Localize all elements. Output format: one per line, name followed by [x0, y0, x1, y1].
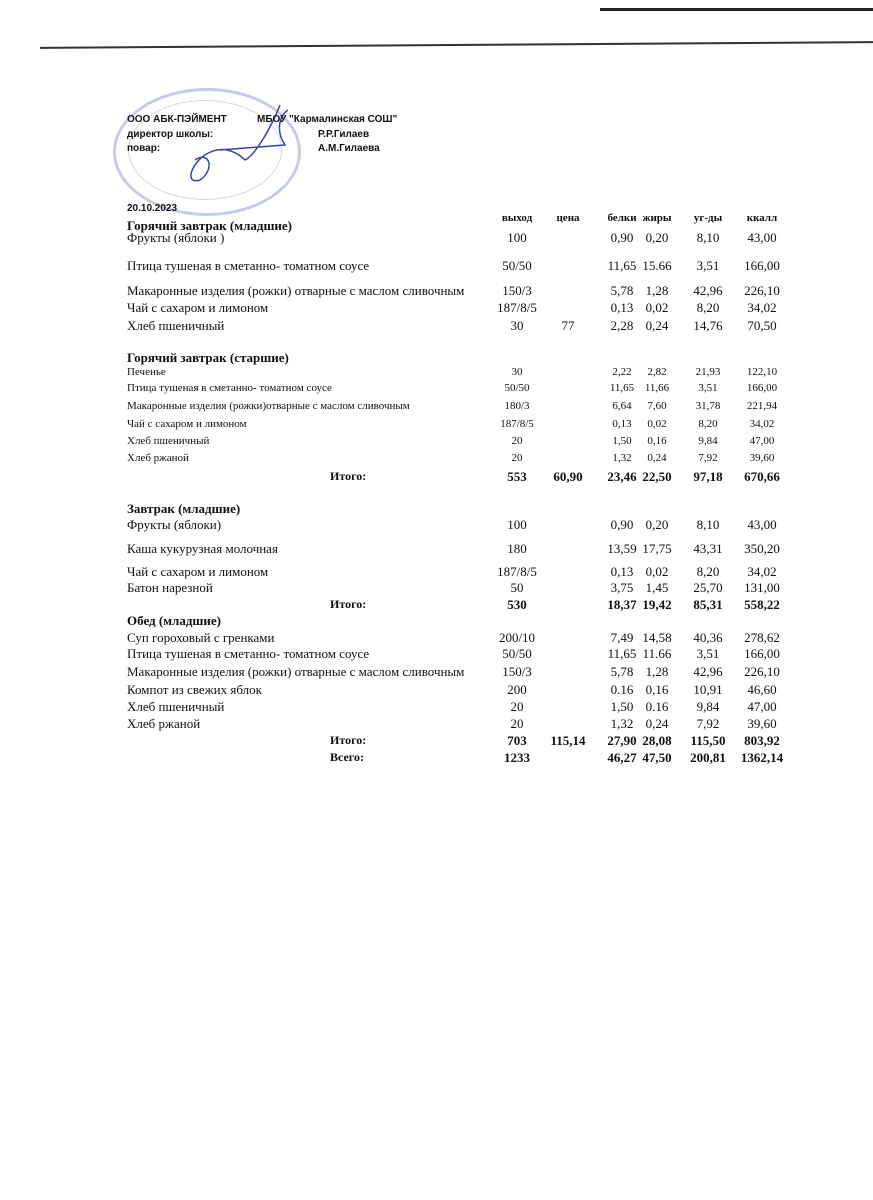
cell-output: 1233: [504, 750, 530, 765]
cell-fat: 11,66: [644, 382, 670, 394]
table-row: [0, 630, 873, 646]
row-name: Итого:: [330, 597, 367, 611]
cell-fat: 7,60: [647, 400, 667, 412]
cell-carbs: 14,76: [693, 318, 723, 333]
cell-kcal: 558,22: [744, 597, 780, 612]
cell-kcal: 1362,14: [740, 750, 784, 765]
cell-protein: 13,59: [607, 541, 637, 556]
cell-carbs: 31,78: [695, 400, 721, 412]
cell-fat: 47,50: [642, 750, 672, 765]
cell-kcal: 803,92: [744, 733, 780, 748]
cell-output: 187/8/5: [497, 564, 537, 579]
cell-kcal: 350,20: [744, 541, 780, 556]
cell-carbs: 9,84: [696, 699, 720, 714]
table-row: [0, 418, 873, 434]
cell-fat: 0,02: [645, 300, 669, 315]
cell-fat: 0,24: [647, 452, 667, 464]
cell-carbs: 97,18: [693, 469, 723, 484]
cell-kcal: 47,00: [747, 699, 777, 714]
cook-name: А.М.Гилаева: [318, 143, 380, 154]
cell-kcal: 46,60: [747, 682, 777, 697]
row-name: Завтрак (младшие): [127, 501, 241, 516]
cell-fat: 15.66: [642, 258, 672, 273]
table-row: [0, 664, 873, 680]
cell-output: 150/3: [502, 664, 532, 679]
cell-kcal: 34,02: [747, 300, 777, 315]
cell-carbs: 8,20: [696, 300, 720, 315]
cell-protein: 11,65: [609, 382, 635, 394]
column-header: выход: [501, 212, 533, 224]
table-row: [0, 366, 873, 382]
cell-carbs: 40,36: [693, 630, 723, 645]
cell-kcal: 47,00: [749, 435, 775, 447]
table-row: [0, 300, 873, 316]
cell-protein: 1,32: [612, 452, 632, 464]
cell-protein: 0,13: [610, 564, 634, 579]
row-name: Суп гороховый с гренками: [127, 630, 275, 645]
column-header: цена: [556, 212, 580, 224]
cell-kcal: 34,02: [749, 418, 775, 430]
row-name: Чай с сахаром и лимоном: [127, 300, 269, 315]
cell-protein: 2,22: [612, 366, 632, 378]
table-row: [0, 382, 873, 398]
cell-fat: 14,58: [642, 630, 672, 645]
cell-protein: 3,75: [610, 580, 634, 595]
cell-protein: 1,32: [610, 716, 634, 731]
row-name: Макаронные изделия (рожки) отварные с маслом сливочным: [127, 664, 465, 679]
cell-carbs: 8,10: [696, 230, 720, 245]
cell-output: 100: [507, 517, 527, 532]
scan-edge: [600, 8, 873, 11]
cell-protein: 1,50: [610, 699, 634, 714]
cell-output: 200: [507, 682, 527, 697]
row-name: Итого:: [330, 733, 367, 747]
cell-output: 30: [511, 366, 523, 378]
cell-price: 115,14: [550, 733, 586, 748]
table-row: [0, 318, 873, 334]
table-row: [0, 716, 873, 732]
cell-kcal: 131,00: [744, 580, 780, 595]
cell-fat: 2,82: [647, 366, 667, 378]
cell-kcal: 43,00: [747, 517, 777, 532]
cell-fat: 19,42: [642, 597, 672, 612]
cell-fat: 0.16: [645, 699, 669, 714]
cell-carbs: 85,31: [693, 597, 723, 612]
cell-carbs: 8,20: [696, 564, 720, 579]
cell-fat: 0,20: [645, 517, 669, 532]
school-name: МБОУ "Кармалинская СОШ": [257, 114, 398, 125]
column-header: белки: [607, 212, 637, 224]
cell-kcal: 221,94: [746, 400, 778, 412]
cell-output: 187/8/5: [500, 418, 534, 430]
cell-output: 530: [507, 597, 527, 612]
cell-protein: 46,27: [607, 750, 637, 765]
cell-protein: 11,65: [607, 646, 637, 661]
cell-carbs: 8,20: [698, 418, 718, 430]
cell-carbs: 21,93: [695, 366, 721, 378]
cell-fat: 0,24: [645, 716, 669, 731]
row-name: Компот из свежих яблок: [127, 682, 262, 697]
cell-output: 553: [507, 469, 527, 484]
table-row: [0, 230, 873, 246]
cell-carbs: 10,91: [693, 682, 723, 697]
cell-output: 703: [507, 733, 527, 748]
cell-carbs: 115,50: [690, 733, 726, 748]
cell-output: 187/8/5: [497, 300, 537, 315]
cell-carbs: 8,10: [696, 517, 720, 532]
cell-output: 150/3: [502, 283, 532, 298]
row-name: Хлеб пшеничный: [127, 699, 225, 714]
cell-fat: 0,02: [645, 564, 669, 579]
row-name: Печенье: [127, 366, 166, 378]
column-header: жиры: [642, 212, 672, 224]
cell-carbs: 43,31: [693, 541, 723, 556]
column-header: уг-ды: [693, 212, 723, 224]
row-name: Чай с сахаром и лимоном: [127, 564, 269, 579]
section-title: [0, 613, 873, 629]
cell-carbs: 200,81: [690, 750, 726, 765]
row-name: Обед (младшие): [127, 613, 221, 628]
table-row: [0, 517, 873, 533]
table-row: [0, 564, 873, 580]
section-title: [0, 350, 873, 366]
cell-protein: 1,50: [612, 435, 632, 447]
row-name: Фрукты (яблоки): [127, 517, 222, 532]
cell-protein: 6,64: [612, 400, 632, 412]
row-name: Фрукты (яблоки ): [127, 230, 225, 245]
cell-fat: 1,28: [645, 664, 669, 679]
row-name: Итого:: [330, 469, 367, 483]
table-row: [0, 682, 873, 698]
cell-protein: 0,90: [610, 230, 634, 245]
director-label: директор школы:: [127, 129, 214, 140]
cell-output: 20: [510, 699, 524, 714]
cell-fat: 22,50: [642, 469, 672, 484]
cell-kcal: 70,50: [747, 318, 777, 333]
divider-line: [40, 41, 873, 49]
cell-fat: 0,16: [647, 435, 667, 447]
row-name: Хлеб ржаной: [127, 716, 201, 731]
cell-carbs: 42,96: [693, 664, 723, 679]
cell-carbs: 3,51: [698, 382, 718, 394]
director-name: Р.Р.Гилаев: [318, 129, 370, 140]
row-name: Батон нарезной: [127, 580, 213, 595]
cell-protein: 0,13: [610, 300, 634, 315]
table-row: [0, 699, 873, 715]
cell-output: 50/50: [502, 258, 532, 273]
column-header: ккалл: [746, 212, 778, 224]
cell-output: 20: [511, 435, 523, 447]
org-name: ООО АБК-ПЭЙМЕНТ: [127, 114, 227, 125]
cell-protein: 0,90: [610, 517, 634, 532]
cell-kcal: 166,00: [744, 646, 780, 661]
cell-carbs: 7,92: [696, 716, 720, 731]
cell-fat: 17,75: [642, 541, 672, 556]
row-name: Горячий завтрак (старшие): [127, 350, 289, 365]
cell-carbs: 42,96: [693, 283, 723, 298]
cell-price: 77: [561, 318, 575, 333]
cell-output: 50: [510, 580, 524, 595]
cell-protein: 27,90: [607, 733, 637, 748]
row-name: Макаронные изделия (рожки)отварные с маслом сливочным: [127, 400, 410, 412]
cell-protein: 0,13: [612, 418, 632, 430]
cell-fat: 11.66: [642, 646, 672, 661]
cell-output: 50/50: [504, 382, 530, 394]
cell-output: 30: [510, 318, 524, 333]
row-name: Птица тушеная в сметанно- томатном соусе: [127, 382, 332, 394]
cell-output: 200/10: [498, 630, 536, 645]
row-name: Макаронные изделия (рожки) отварные с маслом сливочным: [127, 283, 465, 298]
cell-fat: 28,08: [642, 733, 672, 748]
cell-output: 100: [507, 230, 527, 245]
row-name: Птица тушеная в сметанно- томатном соусе: [127, 258, 370, 273]
row-name: Хлеб пшеничный: [127, 435, 210, 447]
table-row: [0, 258, 873, 274]
cell-fat: 0,02: [647, 418, 667, 430]
cell-kcal: 34,02: [747, 564, 777, 579]
cell-carbs: 9,84: [698, 435, 718, 447]
cell-protein: 2,28: [610, 318, 634, 333]
cell-output: 180/3: [504, 400, 530, 412]
table-row: [0, 580, 873, 596]
cell-carbs: 7,92: [698, 452, 718, 464]
cell-protein: 11,65: [607, 258, 637, 273]
table-row: [0, 283, 873, 299]
row-name: Всего:: [330, 750, 364, 764]
row-name: Чай с сахаром и лимоном: [127, 418, 247, 430]
cell-fat: 1,45: [645, 580, 669, 595]
total-row: [0, 750, 873, 766]
cell-protein: 7,49: [610, 630, 634, 645]
cell-kcal: 122,10: [746, 366, 778, 378]
section-title: [0, 501, 873, 517]
cell-carbs: 3,51: [696, 646, 720, 661]
row-name: Горячий завтрак (младшие): [127, 218, 293, 233]
cell-protein: 5,78: [610, 664, 634, 679]
cell-fat: 0,16: [645, 682, 669, 697]
cell-output: 50/50: [502, 646, 532, 661]
cell-kcal: 39,60: [749, 452, 775, 464]
cell-output: 180: [507, 541, 527, 556]
row-name: Хлеб ржаной: [127, 452, 189, 464]
cell-carbs: 25,70: [693, 580, 723, 595]
table-row: [0, 435, 873, 451]
cell-output: 20: [511, 452, 523, 464]
cell-fat: 1,28: [645, 283, 669, 298]
cell-kcal: 43,00: [747, 230, 777, 245]
row-name: Каша кукурузная молочная: [127, 541, 278, 556]
cell-kcal: 670,66: [744, 469, 780, 484]
row-name: Птица тушеная в сметанно- томатном соусе: [127, 646, 370, 661]
total-row: [0, 597, 873, 613]
table-row: [0, 646, 873, 662]
cell-kcal: 39,60: [747, 716, 777, 731]
cell-protein: 5,78: [610, 283, 634, 298]
table-row: [0, 400, 873, 416]
cell-protein: 18,37: [607, 597, 637, 612]
cell-protein: 23,46: [607, 469, 637, 484]
table-row: [0, 452, 873, 468]
cell-fat: 0,24: [645, 318, 669, 333]
cell-price: 60,90: [553, 469, 583, 484]
cell-kcal: 166,00: [746, 382, 778, 394]
table-row: [0, 541, 873, 557]
cell-fat: 0,20: [645, 230, 669, 245]
cell-kcal: 278,62: [744, 630, 780, 645]
cell-output: 20: [510, 716, 524, 731]
cook-label: повар:: [127, 143, 161, 154]
cell-kcal: 166,00: [744, 258, 780, 273]
cell-protein: 0.16: [610, 682, 634, 697]
cell-carbs: 3,51: [696, 258, 720, 273]
cell-kcal: 226,10: [744, 664, 780, 679]
total-row: [0, 733, 873, 749]
total-row: [0, 469, 873, 485]
cell-kcal: 226,10: [744, 283, 780, 298]
row-name: Хлеб пшеничный: [127, 318, 225, 333]
menu-date: 20.10.2023: [127, 203, 178, 214]
